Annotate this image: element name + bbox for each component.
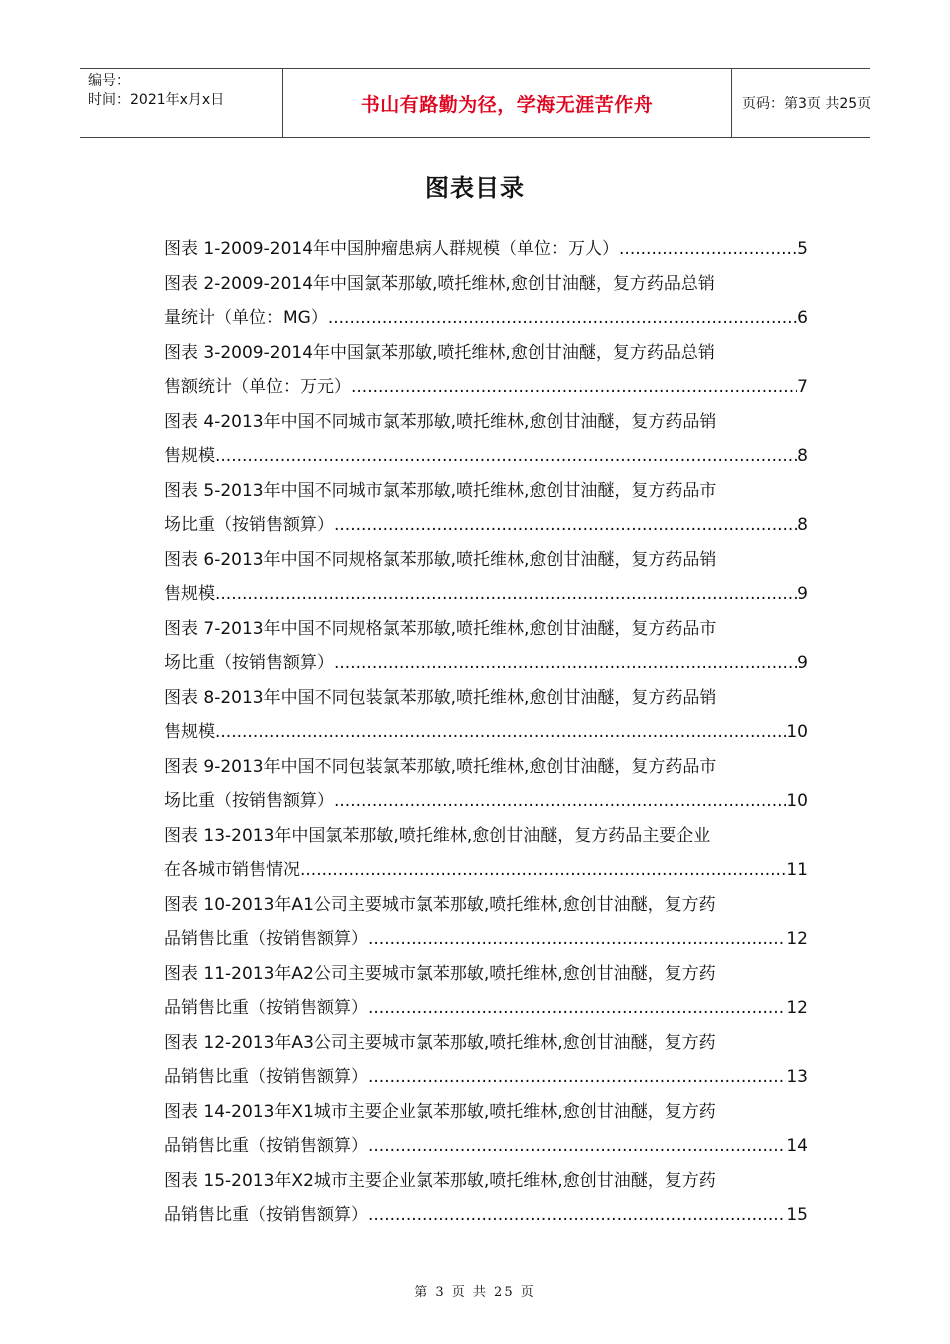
toc-page-number: 9 [797,584,808,604]
toc-page-number: 10 [786,791,808,811]
toc-entry-line: 图表 2-2009-2014年中国氯苯那敏,喷托维林,愈创甘油醚，复方药品总销 [164,273,715,294]
toc-page-number: 5 [797,239,808,259]
toc-entry-text: 售额统计（单位：万元） [164,377,351,397]
dot-leader [368,1129,786,1164]
page-footer: 第 3 页 共 25 页 [414,1285,536,1300]
toc-entry[interactable] [164,474,808,543]
toc-entry-row [164,301,808,336]
dot-leader [351,370,797,405]
toc-entry[interactable] [164,232,808,267]
toc-entry-row [164,991,808,1026]
toc-entry-line: 图表 15-2013年X2城市主要企业氯苯那敏,喷托维林,愈创甘油醚，复方药 [164,1170,716,1191]
toc-entry-text: 售规模 [164,584,215,604]
toc-entry-text: 售规模 [164,722,215,742]
header-page-info: 页码：第3页 共25页 [742,96,872,112]
toc-entry-row [164,922,808,957]
toc-entry[interactable] [164,405,808,474]
dot-leader [368,1060,786,1095]
page-header [80,68,870,138]
toc-entry-row [164,646,808,681]
dot-leader [334,784,786,819]
toc-entry-line: 图表 5-2013年中国不同城市氯苯那敏,喷托维林,愈创甘油醚，复方药品市 [164,480,717,501]
toc-entry-row [164,577,808,612]
table-of-figures [164,232,808,1233]
toc-entry-row [164,784,808,819]
toc-page-number: 14 [786,1136,808,1156]
toc-entry-row [164,439,808,474]
toc-entry-text: 品销售比重（按销售额算） [164,1205,368,1225]
dot-leader [368,991,786,1026]
toc-entry-text: 量统计（单位：MG） [164,308,328,328]
toc-page-number: 6 [797,308,808,328]
toc-entry-text: 在各城市销售情况 [164,860,300,880]
toc-entry-text: 场比重（按销售额算） [164,515,334,535]
toc-entry-line: 图表 12-2013年A3公司主要城市氯苯那敏,喷托维林,愈创甘油醚，复方药 [164,1032,716,1053]
toc-entry-row [164,1198,808,1233]
toc-entry-row [164,370,808,405]
toc-entry[interactable] [164,681,808,750]
toc-entry[interactable] [164,750,808,819]
toc-entry[interactable] [164,957,808,1026]
dot-leader [368,922,786,957]
toc-entry[interactable] [164,1026,808,1095]
dot-leader [215,577,797,612]
toc-entry[interactable] [164,1095,808,1164]
dot-leader [300,853,786,888]
dot-leader [328,301,797,336]
toc-entry-text: 品销售比重（按销售额算） [164,998,368,1018]
toc-page-number: 15 [786,1205,808,1225]
toc-entry-row [164,715,808,750]
toc-entry-text: 售规模 [164,446,215,466]
toc-page-number: 13 [786,1067,808,1087]
toc-entry-line: 图表 8-2013年中国不同包装氯苯那敏,喷托维林,愈创甘油醚，复方药品销 [164,687,717,708]
toc-entry-line: 图表 9-2013年中国不同包装氯苯那敏,喷托维林,愈创甘油醚，复方药品市 [164,756,717,777]
dot-leader [215,715,786,750]
toc-entry-row [164,508,808,543]
toc-entry-line: 图表 13-2013年中国氯苯那敏,喷托维林,愈创甘油醚，复方药品主要企业 [164,825,711,846]
dot-leader [334,646,797,681]
dot-leader [619,232,797,267]
toc-page-number: 9 [797,653,808,673]
toc-entry-line: 图表 7-2013年中国不同规格氯苯那敏,喷托维林,愈创甘油醚，复方药品市 [164,618,717,639]
toc-entry-line: 图表 10-2013年A1公司主要城市氯苯那敏,喷托维林,愈创甘油醚，复方药 [164,894,716,915]
toc-page-number: 7 [797,377,808,397]
time-label: 时间：2021年x月x日 [88,92,225,108]
toc-page-number: 12 [786,929,808,949]
toc-entry-line: 图表 4-2013年中国不同城市氯苯那敏,喷托维林,愈创甘油醚，复方药品销 [164,411,717,432]
page-title: 图表目录 [425,174,525,202]
toc-page-number: 11 [786,860,808,880]
toc-page-number: 12 [786,998,808,1018]
toc-entry-text: 品销售比重（按销售额算） [164,1067,368,1087]
toc-entry-row [164,853,808,888]
dot-leader [215,439,797,474]
toc-entry-line: 图表 14-2013年X1城市主要企业氯苯那敏,喷托维林,愈创甘油醚，复方药 [164,1101,716,1122]
toc-entry-line: 图表 3-2009-2014年中国氯苯那敏,喷托维林,愈创甘油醚，复方药品总销 [164,342,715,363]
toc-entry-text: 场比重（按销售额算） [164,653,334,673]
toc-entry[interactable] [164,888,808,957]
toc-entry-row [164,1129,808,1164]
header-left-cell [80,69,282,137]
toc-entry[interactable] [164,336,808,405]
toc-entry-text: 图表 1-2009-2014年中国肿瘤患病人群规模（单位：万人） [164,239,620,259]
toc-page-number: 10 [786,722,808,742]
toc-entry[interactable] [164,267,808,336]
toc-page-number: 8 [797,515,808,535]
number-label: 编号： [88,73,130,89]
dot-leader [368,1198,786,1233]
toc-entry-text: 品销售比重（按销售额算） [164,1136,368,1156]
toc-entry-row [164,232,808,267]
toc-entry-line: 图表 6-2013年中国不同规格氯苯那敏,喷托维林,愈创甘油醚，复方药品销 [164,549,717,570]
toc-entry-line: 图表 11-2013年A2公司主要城市氯苯那敏,喷托维林,愈创甘油醚，复方药 [164,963,716,984]
toc-entry-text: 场比重（按销售额算） [164,791,334,811]
toc-entry-row [164,1060,808,1095]
toc-entry[interactable] [164,543,808,612]
toc-page-number: 8 [797,446,808,466]
toc-entry[interactable] [164,1164,808,1233]
dot-leader [334,508,797,543]
toc-entry[interactable] [164,819,808,888]
header-motto: 书山有路勤为径，学海无涯苦作舟 [282,69,732,137]
toc-entry[interactable] [164,612,808,681]
toc-entry-text: 品销售比重（按销售额算） [164,929,368,949]
